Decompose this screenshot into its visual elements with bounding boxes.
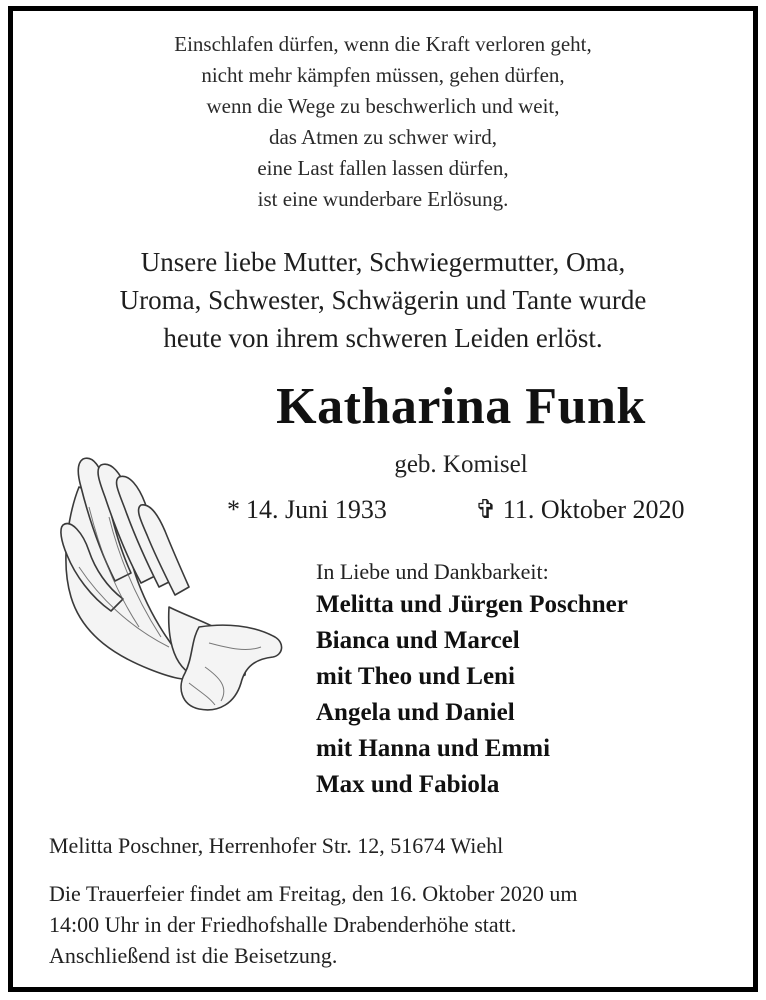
death-date: 11. Oktober 2020 [502,495,685,524]
intro-line: Uroma, Schwester, Schwägerin und Tante wurde [119,285,647,315]
family-member: mit Theo und Leni [316,663,515,690]
cross-icon: ✞ [475,495,497,524]
poem-line: eine Last fallen lassen dürfen, [257,156,509,180]
death-date-line [475,495,685,525]
poem-line: wenn die Wege zu beschwerlich und weit, [206,94,560,118]
service-line: Anschließend ist die Beisetzung. [49,943,338,968]
service-line: Die Trauerfeier findet am Freitag, den 16. Oktober 2020 um [49,881,578,906]
birth-date: 14. Juni 1933 [246,495,387,524]
maiden-name: geb. Komisel [394,451,528,478]
family-member: mit Hanna und Emmi [316,735,551,762]
birth-star-icon: * [227,495,240,524]
poem-line: ist eine wunderbare Erlösung. [257,187,509,211]
family-lead: In Liebe und Dankbarkeit: [316,559,549,584]
family-member: Bianca und Marcel [316,627,520,654]
family-member: Max und Fabiola [316,771,500,798]
contact-address: Melitta Poschner, Herrenhofer Str. 12, 51674 Wiehl [49,833,504,858]
deceased-name: Katharina Funk [276,378,646,435]
intro-line: heute von ihrem schweren Leiden erlöst. [163,323,603,353]
poem-line: nicht mehr kämpfen müssen, gehen dürfen, [201,63,565,87]
intro-line: Unsere liebe Mutter, Schwiegermutter, Oma, [140,247,626,277]
service-info [49,878,739,971]
service-line: 14:00 Uhr in der Friedhofshalle Drabenderhöhe statt. [49,912,517,937]
family-member: Angela und Daniel [316,699,515,726]
poem-line: das Atmen zu schwer wird, [268,125,498,149]
family-list [316,557,628,803]
poem [13,29,753,215]
praying-hands-icon [49,447,285,715]
family-member: Melitta und Jürgen Poschner [316,591,628,618]
intro-text [13,243,753,357]
obituary-notice [8,6,758,992]
poem-line: Einschlafen dürfen, wenn die Kraft verloren geht, [174,32,592,56]
